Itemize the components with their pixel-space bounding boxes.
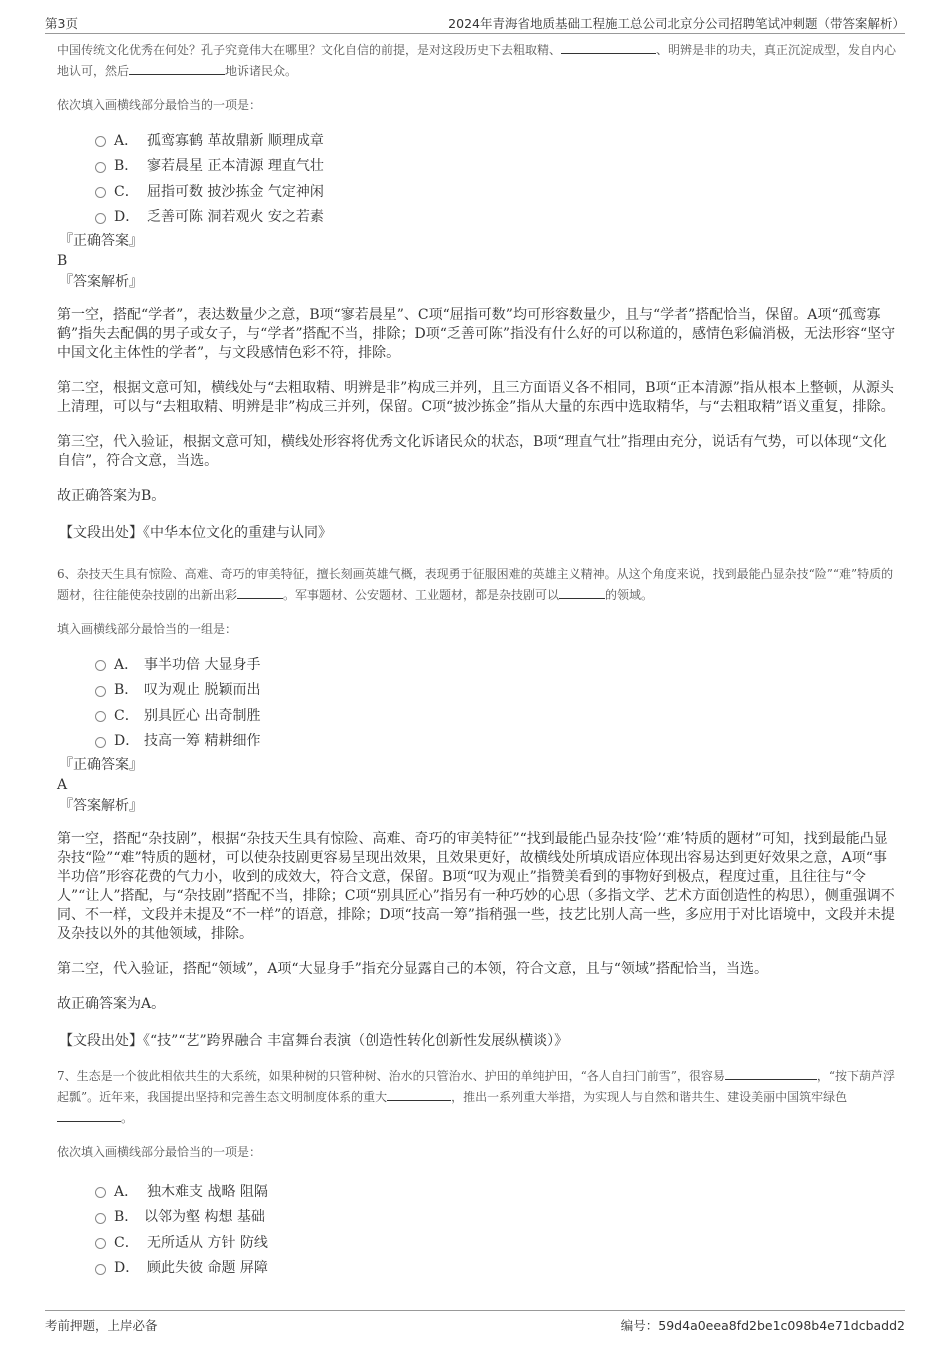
option-c[interactable] bbox=[95, 1229, 897, 1255]
analysis-paragraph: 第二空，根据文意可知，横线处与“去粗取精、明辨是非”构成三并列，且三方面语义各不相同，B项“正本清源”指从根本上整顿，从源头上清理，可以与“去粗取精、明辨是非”构成三并列，保留。C项“披沙拣金”指从大量的东西中选取精华，与“去粗取精”语义重复，排除。 bbox=[57, 380, 895, 415]
radio-icon[interactable] bbox=[95, 686, 106, 697]
option-letter: D． bbox=[114, 209, 140, 226]
option-text: 事半功倍 大显身手 bbox=[144, 656, 261, 673]
option-c[interactable] bbox=[95, 178, 897, 204]
option-letter: C． bbox=[114, 183, 139, 200]
footer-slogan: 考前押题，上岸必备 bbox=[45, 1318, 158, 1333]
stem-part: 6、杂技天生具有惊险、高难、奇巧的审美特征，擅长刻画英雄气概，表现勇于征服困难的英雄主义精神。从这个角度来说，找到最能凸显杂技“险”“难”特质的题材，往往能使杂技剧的出新出彩 bbox=[57, 567, 894, 602]
radio-icon[interactable] bbox=[95, 1213, 106, 1224]
stem-part: 。 bbox=[121, 1111, 134, 1125]
option-a[interactable] bbox=[95, 651, 897, 677]
option-b[interactable] bbox=[95, 153, 897, 179]
radio-icon[interactable] bbox=[95, 162, 106, 173]
option-letter: B． bbox=[114, 682, 139, 699]
option-text: 寥若晨星 正本清源 理直气壮 bbox=[147, 158, 324, 175]
question-prompt: 依次填入画横线部分最恰当的一项是： bbox=[57, 98, 262, 112]
option-a[interactable] bbox=[95, 127, 897, 153]
option-text: 屈指可数 披沙拣金 气定神闲 bbox=[147, 183, 324, 200]
option-text: 技高一筹 精耕细作 bbox=[144, 733, 261, 750]
analysis-label: 『答案解析』 bbox=[59, 798, 143, 814]
answer-blank bbox=[725, 1068, 817, 1080]
option-letter: B． bbox=[114, 1209, 139, 1226]
answer-label: 『正确答案』 bbox=[59, 757, 143, 773]
option-letter: B． bbox=[114, 158, 139, 175]
analysis-paragraph: 第一空，搭配“杂技剧”，根据“杂技天生具有惊险、高难、奇巧的审美特征”“找到最能凸显杂技‘险’‘难’特质的题材”可知，找到最能凸显杂技“险”“难”特质的题材，可以使杂技剧更容易呈现出效果，且效果更好，故横线处所填成语应体现出容易达到更好效果之意，A项“事半功倍”形容花费的气力小，收到的成效大，符合文意，保留。B项“叹为观止”指赞美看到的事物好到极点，程度过重，且往往与“令人”“让人”搭配，与“杂技剧”搭配不当，排除；C项“别具匠心”指另有一种巧妙的心思（多指文学、艺术方面创造性的构思），侧重强调不同、不一样，文段并未提及“不一样”的语意，排除；D项“技高一筹”指稍强一些，技艺比别人高一些，多应用于对比语境中，文段并未提及杂技以外的其他领域，排除。 bbox=[57, 831, 895, 942]
option-text: 以邻为壑 构想 基础 bbox=[144, 1209, 265, 1226]
stem-part: 中国传统文化优秀在何处？孔子究竟伟大在哪里？文化自信的前提，是对这段历史下去粗取精、 bbox=[57, 43, 562, 57]
stem-part: 。军事题材、公安题材、工业题材，都是杂技剧可以 bbox=[283, 588, 560, 602]
answer-blank bbox=[387, 1089, 451, 1101]
radio-icon[interactable] bbox=[95, 737, 106, 748]
option-text: 别具匠心 出奇制胜 bbox=[144, 707, 261, 724]
option-letter: C． bbox=[114, 707, 139, 724]
option-text: 孤鸾寡鹤 革故鼎新 顺理成章 bbox=[147, 132, 324, 149]
option-text: 无所适从 方针 防线 bbox=[147, 1234, 268, 1251]
option-d[interactable] bbox=[95, 204, 897, 230]
stem-part: ，推出一系列重大举措，为实现人与自然和谐共生、建设美丽中国筑牢绿色 bbox=[451, 1090, 848, 1104]
option-letter: C． bbox=[114, 1234, 139, 1251]
question-prompt: 依次填入画横线部分最恰当的一项是： bbox=[57, 1145, 262, 1159]
stem-part: 地诉诸民众。 bbox=[225, 64, 298, 78]
question-stem bbox=[57, 1066, 897, 1129]
option-letter: A． bbox=[114, 656, 139, 673]
page-header bbox=[45, 14, 905, 34]
correct-answer: A bbox=[57, 777, 68, 793]
answer-blank bbox=[237, 587, 283, 599]
option-letter: A． bbox=[114, 132, 139, 149]
analysis-conclusion: 故正确答案为A。 bbox=[57, 996, 166, 1012]
option-letter: A． bbox=[114, 1183, 139, 1200]
radio-icon[interactable] bbox=[95, 711, 106, 722]
stem-part: 7、生态是一个彼此相依共生的大系统，如果种树的只管种树、治水的只管治水、护田的单纯护田，“各人自扫门前雪”，很容易 bbox=[57, 1069, 725, 1083]
radio-icon[interactable] bbox=[95, 1238, 106, 1249]
option-letter: D． bbox=[114, 1260, 140, 1277]
option-text: 独木难支 战略 阻隔 bbox=[147, 1183, 268, 1200]
stem-part: ，“按下葫芦浮起瓢”。近年来，我国提出坚持和完善生态文明制度体系的重大 bbox=[57, 1069, 896, 1104]
question-stem bbox=[57, 564, 897, 606]
question-5 bbox=[57, 40, 897, 542]
question-6 bbox=[57, 564, 897, 1050]
option-text: 顾此失彼 命题 屏障 bbox=[147, 1260, 268, 1277]
answer-label: 『正确答案』 bbox=[59, 233, 143, 249]
page-number: 第3页 bbox=[45, 16, 78, 31]
analysis-conclusion: 故正确答案为B。 bbox=[57, 488, 166, 504]
radio-icon[interactable] bbox=[95, 136, 106, 147]
option-c[interactable] bbox=[95, 702, 897, 728]
radio-icon[interactable] bbox=[95, 213, 106, 224]
source-citation: 【文段出处】《中华本位文化的重建与认同》 bbox=[59, 525, 332, 541]
stem-part: 的领域。 bbox=[605, 588, 654, 602]
option-letter: D． bbox=[114, 733, 140, 750]
stem-part: 、明辨是非的功夫，真正沉淀成型，发自内心地认可，然后 bbox=[57, 43, 897, 78]
radio-icon[interactable] bbox=[95, 1187, 106, 1198]
source-citation: 【文段出处】《“技”“艺”跨界融合 丰富舞台表演（创造性转化创新性发展纵横谈）》 bbox=[59, 1033, 569, 1049]
document-code bbox=[621, 1316, 905, 1334]
analysis-paragraph: 第一空，搭配“学者”，表达数量少之意，B项“寥若晨星”、C项“屈指可数”均可形容数量少，且与“学者”搭配恰当，保留。A项“孤鸾寡鹤”指失去配偶的男子或女子，与“学者”搭配不当，排除；D项“乏善可陈”指没有什么好的可以称道的，感情色彩偏消极，无法形容“坚守中国文化主体性的学者”，与文段感情色彩不符，排除。 bbox=[57, 307, 896, 361]
option-text: 乏善可陈 洞若观火 安之若素 bbox=[147, 209, 324, 226]
code-value: 59d4a0eea8fd2be1c098b4e71dcbadd2 bbox=[658, 1318, 905, 1333]
question-stem bbox=[57, 40, 897, 82]
answer-blank bbox=[57, 1110, 121, 1122]
answer-blank bbox=[559, 587, 605, 599]
option-list bbox=[95, 651, 897, 753]
code-label: 编号： bbox=[620, 1318, 659, 1333]
analysis-paragraph: 第二空，代入验证，搭配“领域”，A项“大显身手”指充分显露自己的本领，符合文意，且与“领域”搭配恰当，当选。 bbox=[57, 961, 769, 977]
option-d[interactable] bbox=[95, 728, 897, 754]
question-prompt: 填入画横线部分最恰当的一组是： bbox=[57, 622, 238, 636]
option-b[interactable] bbox=[95, 677, 897, 703]
option-text: 叹为观止 脱颖而出 bbox=[144, 682, 261, 699]
option-b[interactable] bbox=[95, 1204, 897, 1230]
document-body bbox=[57, 40, 897, 1280]
question-7 bbox=[57, 1066, 897, 1280]
radio-icon[interactable] bbox=[95, 660, 106, 671]
option-a[interactable] bbox=[95, 1178, 897, 1204]
page-footer bbox=[45, 1310, 905, 1335]
analysis-label: 『答案解析』 bbox=[59, 274, 143, 290]
radio-icon[interactable] bbox=[95, 1264, 106, 1275]
answer-blank bbox=[129, 63, 225, 75]
document-title: 2024年青海省地质基础工程施工总公司北京分公司招聘笔试冲刺题（带答案解析） bbox=[448, 16, 905, 31]
option-d[interactable] bbox=[95, 1255, 897, 1281]
option-list bbox=[95, 1178, 897, 1280]
option-list bbox=[95, 127, 897, 229]
correct-answer: B bbox=[57, 253, 68, 269]
analysis-paragraph: 第三空，代入验证，根据文意可知，横线处形容将优秀文化诉诸民众的状态，B项“理直气壮”指理由充分，说话有气势，可以体现“文化自信”，符合文意，当选。 bbox=[57, 434, 887, 469]
answer-blank bbox=[561, 42, 656, 54]
radio-icon[interactable] bbox=[95, 187, 106, 198]
